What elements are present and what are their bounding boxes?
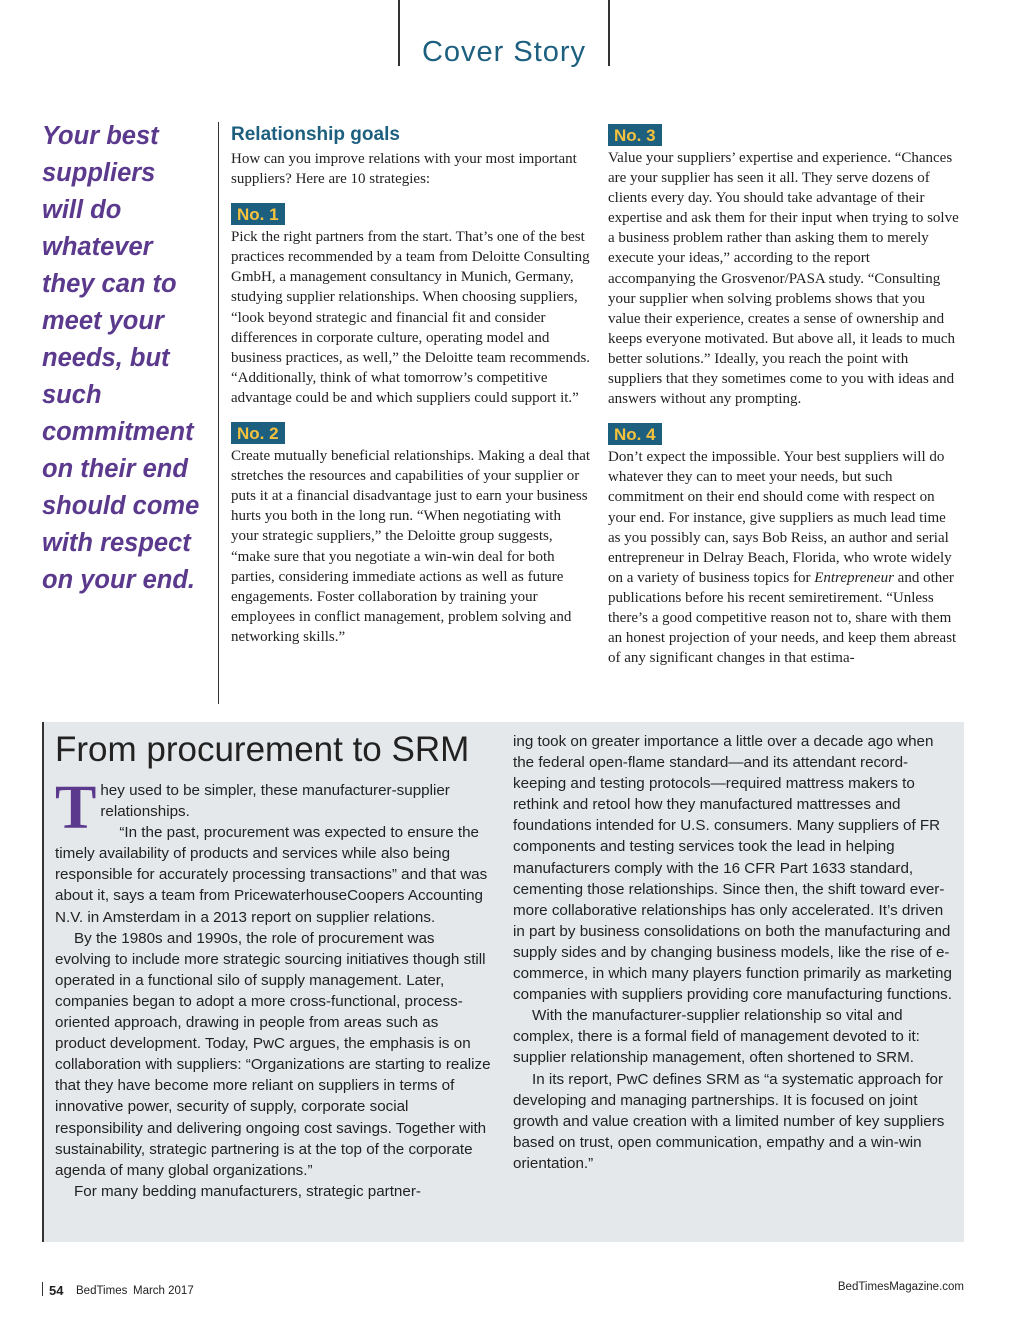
- section-title: Cover Story: [421, 36, 587, 68]
- goals-intro: How can you improve relations with your most important suppliers? Here are 10 strategies:: [231, 151, 577, 188]
- strategy-badge-3: No. 3: [608, 124, 662, 146]
- footer-date: March 2017: [133, 1285, 194, 1297]
- sidebar-rule: [42, 722, 44, 1242]
- column-rule: [218, 122, 219, 704]
- footer-website: BedTimesMagazine.com: [837, 1281, 964, 1293]
- goals-column-left: [231, 124, 591, 647]
- sidebar-paragraph-3: By the 1980s and 1990s, the role of procurement was evolving to include more strategic sourcing initiatives though still operated in a functional silo of supply management. Later, companies began to adopt a more cross-functional, process-oriented approach, drawing in people from areas such as product development. Today, PwC argues, the emphasis is on collaboration with suppliers: “Organizations are starting to realize that they have become more reliant on suppliers in terms of innovative power, security of supply, corporate social responsibility and delivering ongoing cost savings. Together with sustainability, strategic partnering is at the top of the corporate agenda of many global organizations.”: [55, 929, 491, 1179]
- sidebar-column-right: [513, 731, 953, 1174]
- sidebar-paragraph-4: For many bedding manufacturers, strategic partner-: [74, 1182, 421, 1200]
- sidebar-paragraph-5: With the manufacturer-supplier relationship so vital and complex, there is a formal field of management devoted to it: supplier relationship management, often shortened to SRM.: [513, 1007, 920, 1067]
- strategy-badge-1: No. 1: [231, 203, 285, 225]
- footer-rule: [42, 1282, 43, 1296]
- footer-magazine: BedTimes: [76, 1285, 128, 1297]
- page-number: 54: [49, 1283, 64, 1298]
- drop-cap: T: [55, 774, 97, 842]
- sidebar-paragraph-2: “In the past, procurement was expected to ensure the timely availability of products and services while also being responsible for accurately processing transactions” and that was about it, says a team from PricewaterhouseCoopers Accounting N.V. in Amsterdam in a 2013 report on supplier relations.: [55, 824, 488, 926]
- strategy-text-2: Create mutually beneficial relationships. Making a deal that stretches the resources and capabilities of your supplier or puts it at a financial disadvantage just to earn your business hurts you both in the long run. “When negotiating with your strategic suppliers,” the Deloitte group suggests, “make sure that you negotiate a win-win deal for both parties, considering immediate actions as well as future engagements. Foster collaboration by training your employees in conflict management, problem solving and networking skills.”: [231, 448, 591, 645]
- sidebar-paragraph-1: [55, 774, 491, 842]
- pull-quote: Your best suppliers will do whatever they can to meet your needs, but such commitment on their end should come with respect on your end.: [42, 122, 200, 594]
- strategy-text-4-after: and other publications before his recent semiretirement. “Unless there’s a good competitive reason not to, share with them an honest projection of your needs, and keep them abreast of any significant changes in that estima-: [608, 569, 957, 667]
- strategy-text-3: Value your suppliers’ expertise and experience. “Chances are your supplier has seen it all. They serve dozens of clients every day. You should take advantage of their expertise and ask them for their input when trying to solve a business problem rather than asking them to merely execute your ideas,” according to the report accompanying the Grosvenor/PASA study. “Consulting your supplier when solving problems shows that you value their experience, creates a sense of ownership and keeps everyone motivated. But above all, it leads to much better solutions.” Ideally, you reach the point with suppliers that they sometimes come to you with ideas and answers without any prompting.: [608, 150, 959, 408]
- strategy-text-4-before: Don’t expect the impossible. Your best suppliers will do whatever they can to meet your needs, but such commitment on their end should come with respect on your end. For instance, give suppliers as much lead time as you possibly can, says Bob Reiss, an author and serial entrepreneur in Delray Beach, Florida, who wrote widely on a variety of business topics for: [608, 449, 952, 586]
- sidebar-column-left: [55, 774, 491, 1202]
- publication-name: Entrepreneur: [814, 569, 894, 586]
- strategy-text-1: Pick the right partners from the start. That’s one of the best practices recommended by a team from Deloitte Consulting GmbH, a management consultancy in Munich, Germany, studying supplier relationships. When choosing suppliers, “look beyond strategic and financial fit and consider differences in corporate culture, operating model and business practices, as well,” the Deloitte team recommends. “Additionally, think of what tomorrow’s competitive advantage could be and which suppliers could support it.”: [231, 229, 591, 406]
- sidebar-paragraph-1-text: hey used to be simpler, these manufacturer-supplier relationships.: [100, 782, 450, 821]
- sidebar-paragraph-4-cont: ing took on greater importance a little over a decade ago when the federal open-flame standard—and its attendant record-keeping and testing protocols—required mattress makers to rethink and retool how they manufactured mattresses and foundations intended for U.S. consumers. Many suppliers of FR components and testing services took the lead in helping manufacturers comply with the 16 CFR Part 1633 standard, cementing those relationships. Since then, the shift toward ever-more collaborative relationships has only accelerated. It’s driven in part by business consolidations on both the manufacturing and supply sides and by changing business models, like the rise of e-commerce, in which many players function primarily as marketing companies with suppliers providing core manufacturing functions.: [513, 733, 952, 1004]
- goals-column-right: [608, 124, 960, 668]
- strategy-badge-2: No. 2: [231, 422, 285, 444]
- strategy-badge-4: No. 4: [608, 423, 662, 445]
- sidebar-paragraph-6: In its report, PwC defines SRM as “a systematic approach for developing and managing partnerships. It is focused on joint growth and value creation with a limited number of key suppliers based on trust, open communication, empathy and a win-win orientation.”: [513, 1070, 945, 1172]
- strategy-text-4: [608, 447, 960, 668]
- goals-heading: Relationship goals: [231, 124, 400, 145]
- sidebar-title: From procurement to SRM: [55, 730, 470, 769]
